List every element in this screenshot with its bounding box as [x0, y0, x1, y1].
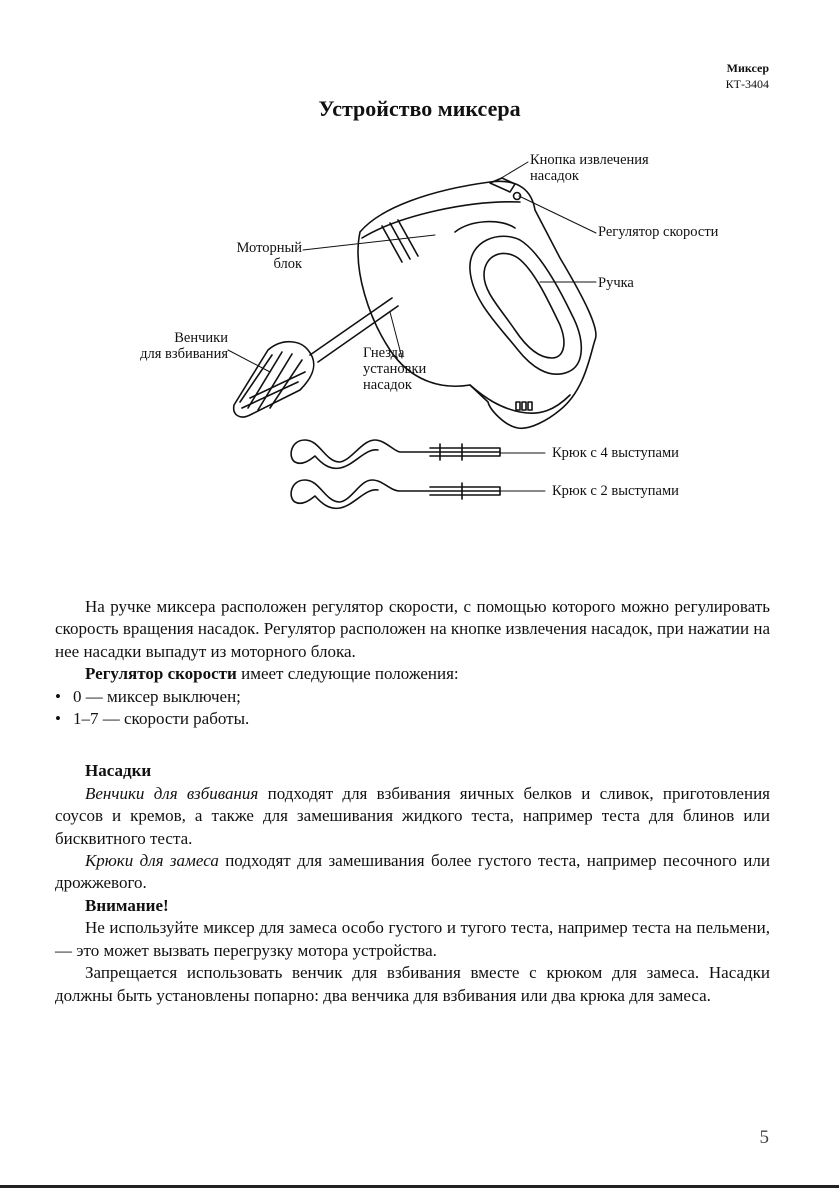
- attention-heading: Внимание!: [85, 895, 169, 915]
- label-motor-line1: Моторный: [236, 240, 302, 256]
- document-header: [726, 60, 769, 92]
- list-item: • 1–7 — скорости работы.: [55, 709, 250, 729]
- page-number: 5: [759, 1127, 769, 1148]
- instruction-text: [55, 596, 770, 1007]
- handle-grip: [470, 236, 581, 374]
- section-heading-attachments: Насадки: [85, 761, 152, 781]
- label-sockets: [363, 345, 426, 393]
- speed-positions-text: имеет следующие положения:: [236, 664, 459, 684]
- leader-motor: [303, 235, 435, 250]
- list-item: • 0 — миксер выключен;: [55, 686, 241, 706]
- paragraph-speed-intro: На ручке миксера расположен регулятор скорости, с помощью которого можно регулировать скорость вращения насадок. Регулятор расположен на кнопке извлечения насадок, при нажатии на нее насадки выпадут из моторного блока.: [55, 597, 770, 661]
- paragraph-hooks: [55, 850, 770, 895]
- hook-2-shape: [291, 480, 500, 508]
- hook-4-shape: [291, 440, 500, 468]
- speed-regulator-term: Регулятор скорости: [85, 664, 237, 684]
- label-motor-block: [190, 240, 302, 272]
- label-hook-2: Крюк с 2 выступами: [552, 483, 679, 499]
- bottom-rule: [0, 1185, 839, 1188]
- bullet-text: 1–7 — скорости работы.: [73, 709, 250, 729]
- label-whisks-line2: для взбивания: [140, 346, 228, 362]
- label-handle: Ручка: [598, 275, 634, 291]
- label-whisks: [100, 330, 228, 362]
- speed-positions-list: [55, 686, 770, 731]
- mixer-diagram: [0, 140, 839, 530]
- leader-speed: [519, 196, 596, 233]
- leader-eject: [498, 162, 528, 180]
- label-whisks-line1: Венчики: [174, 330, 228, 346]
- product-name: Миксер: [726, 61, 769, 75]
- label-eject-line1: Кнопка извлечения: [530, 152, 649, 168]
- paragraph-speed-positions: [55, 663, 770, 685]
- whisks-term: Венчики для взбивания: [85, 783, 259, 803]
- label-hook-4: Крюк с 4 выступами: [552, 445, 679, 461]
- paragraph-warning: Не используйте миксер для замеса особо густого и тугого теста, например теста на пельмени, — это может вызвать перегрузку мотора устройства.: [55, 918, 770, 960]
- eject-button-shape: [490, 178, 515, 192]
- bullet-text: 0 — миксер выключен;: [73, 686, 241, 706]
- label-motor-line2: блок: [273, 256, 302, 272]
- label-speed-regulator: Регулятор скорости: [598, 224, 719, 240]
- label-eject-line2: насадок: [530, 168, 579, 184]
- label-sockets-line1: Гнезда: [363, 345, 405, 361]
- whisks-text: подходят для взбивания яичных белков и сливок, приготовления соусов и кремов, а также для замешивания жидкого теста, например теста для блинов или бисквитного теста.: [55, 783, 770, 848]
- page-title: Устройство миксера: [318, 96, 521, 121]
- paragraph-whisks: [55, 783, 770, 850]
- leader-whisks: [228, 350, 270, 372]
- hooks-term: Крюки для замеса: [85, 851, 219, 871]
- paragraph-prohibition: Запрещается использовать венчик для взбивания вместе с крюком для замеса. Насадки должны быть установлены попарно: два венчика для взбивания или два крюка для замеса.: [55, 963, 770, 1005]
- hooks-text: подходят для замешивания более густого теста, например песочного или дрожжевого.: [55, 851, 770, 893]
- label-eject-button: [530, 152, 649, 184]
- label-sockets-line2: установки: [363, 361, 427, 377]
- label-sockets-line3: насадок: [363, 377, 412, 393]
- model-number: КТ-3404: [725, 77, 769, 91]
